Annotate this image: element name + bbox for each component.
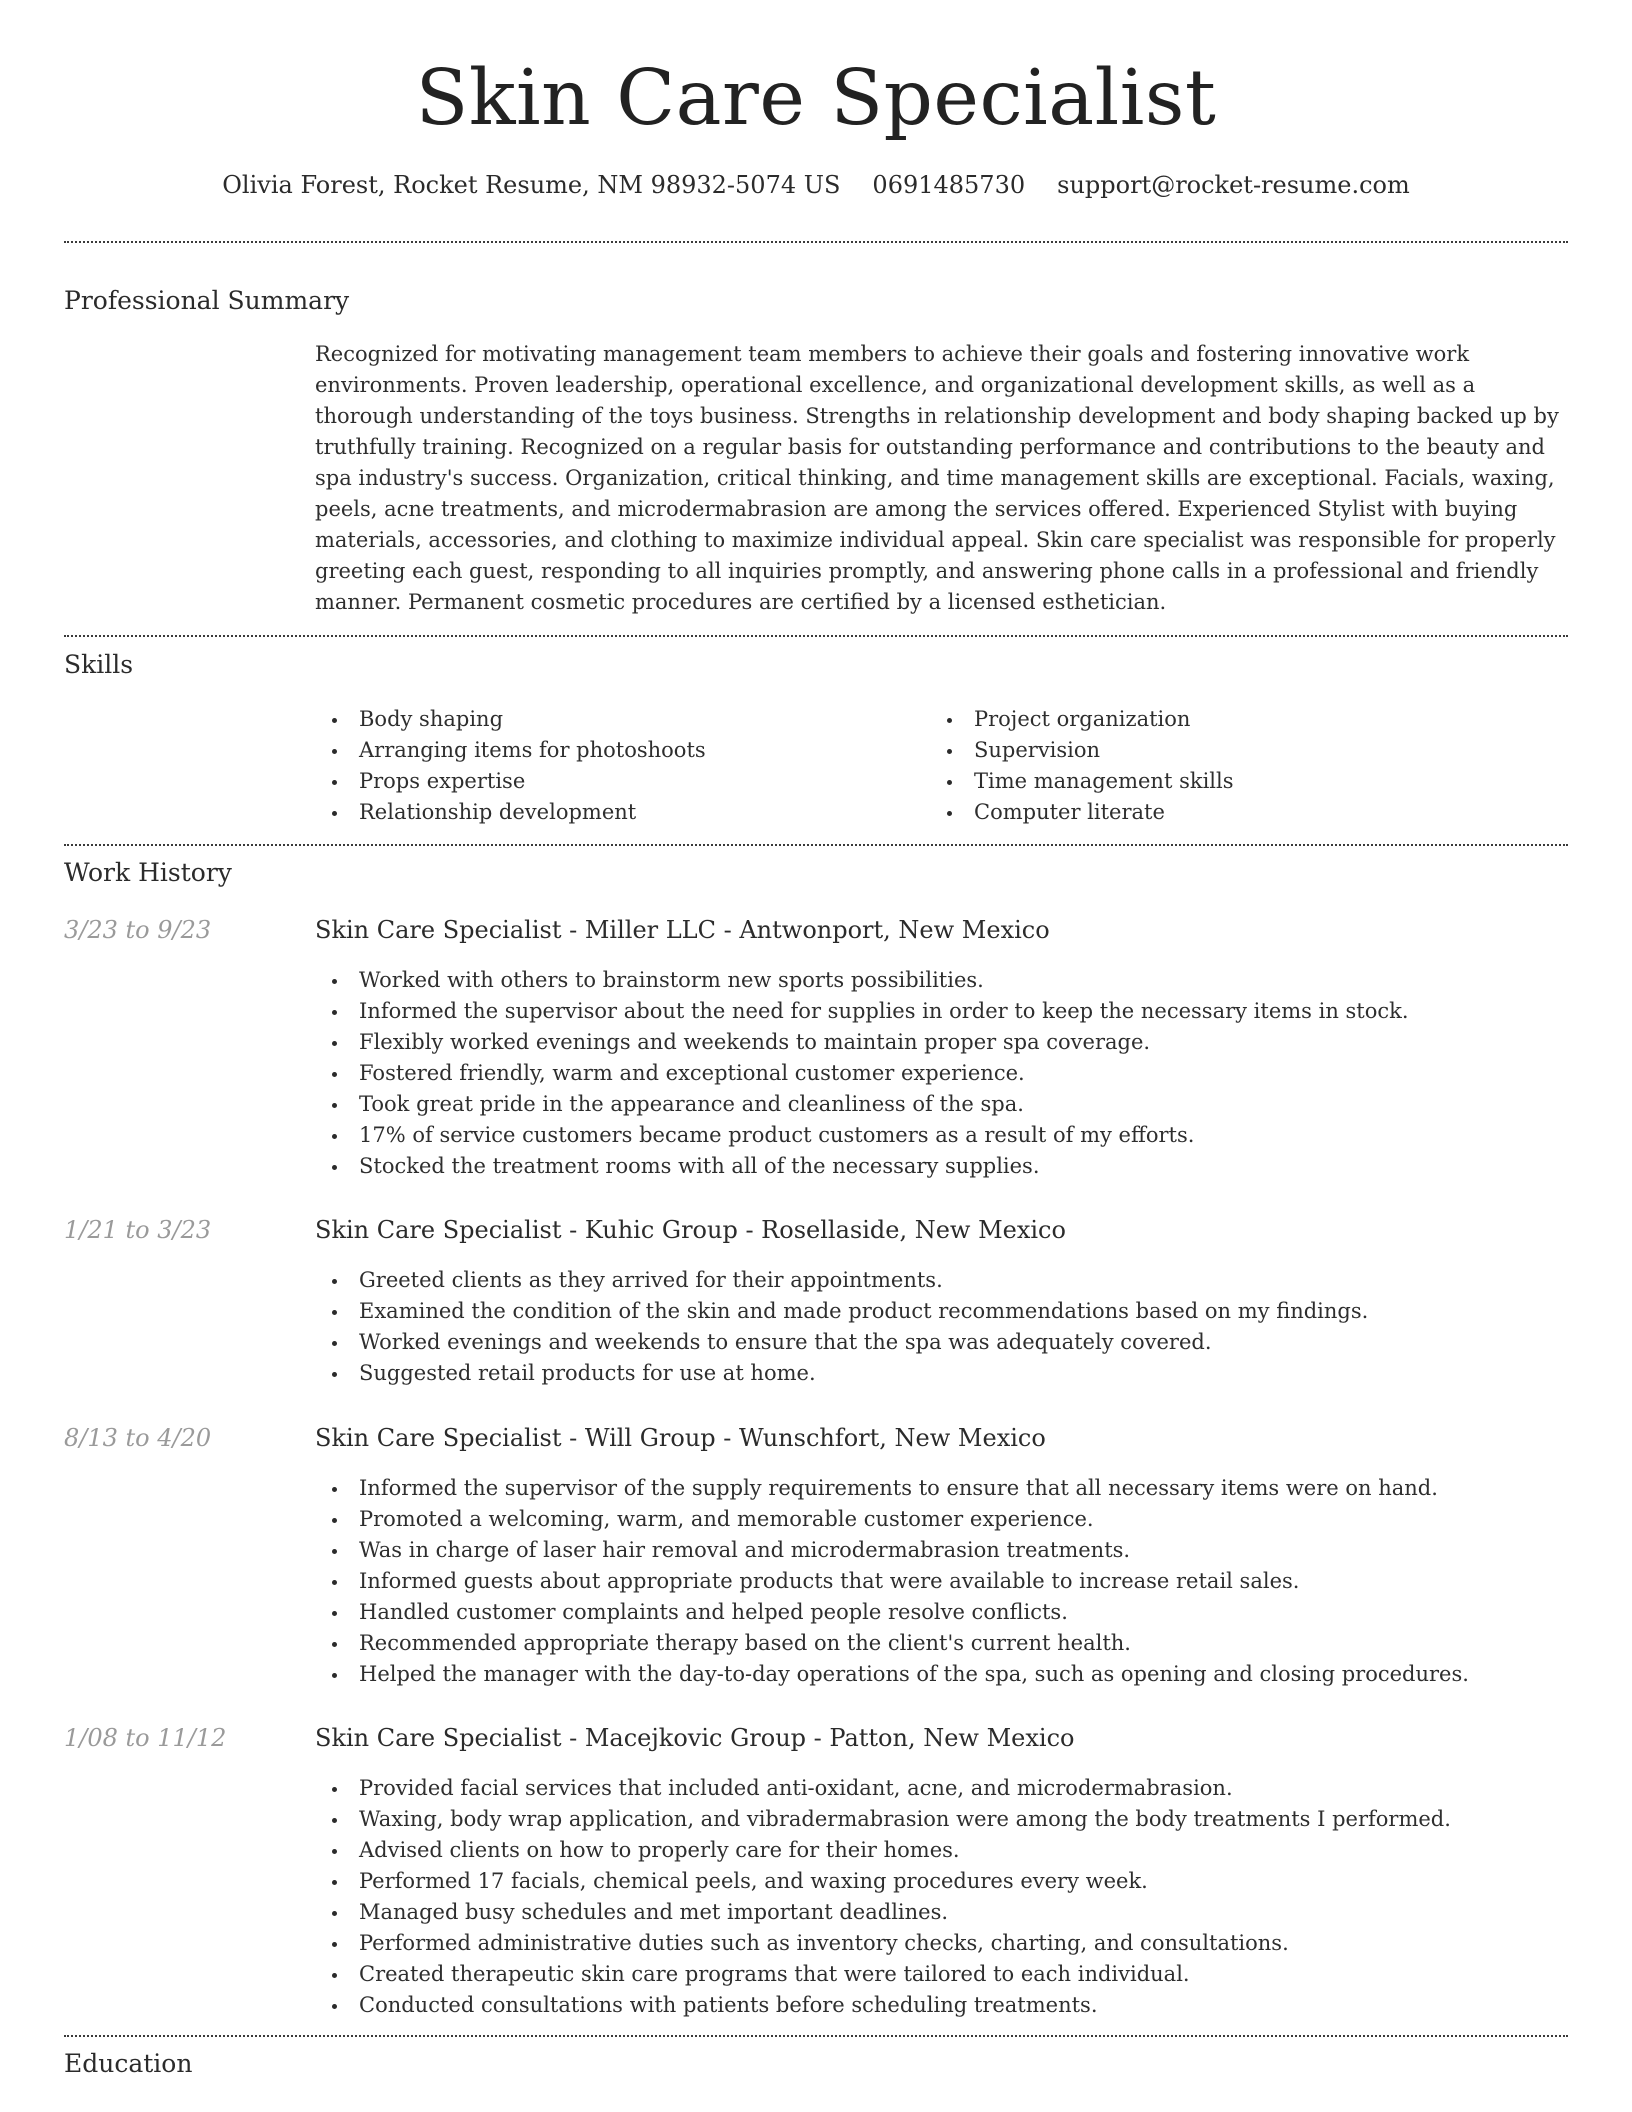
job-bullet: Created therapeutic skin care programs that were tailored to each individual. bbox=[315, 1959, 1451, 1990]
job-bullet: Was in charge of laser hair removal and microdermabrasion treatments. bbox=[315, 1535, 1469, 1566]
section-divider bbox=[64, 2035, 1568, 2037]
job-bullet: Performed 17 facials, chemical peels, and waxing procedures every week. bbox=[315, 1866, 1451, 1897]
section-divider bbox=[64, 635, 1568, 637]
job-bullets bbox=[315, 1773, 1451, 2021]
education-heading: Education bbox=[64, 2049, 193, 2078]
job-bullet: Advised clients on how to properly care for their homes. bbox=[315, 1835, 1451, 1866]
job-bullet: Managed busy schedules and met important deadlines. bbox=[315, 1897, 1451, 1928]
job-title: Skin Care Specialist - Kuhic Group - Rosellaside, New Mexico bbox=[315, 1216, 1066, 1244]
skill-item: Arranging items for photoshoots bbox=[315, 735, 706, 766]
skill-item: Supervision bbox=[930, 735, 1234, 766]
resume-title: Skin Care Specialist bbox=[415, 54, 1217, 143]
section-divider bbox=[64, 844, 1568, 846]
job-bullet: Worked evenings and weekends to ensure that the spa was adequately covered. bbox=[315, 1327, 1368, 1358]
summary-heading: Professional Summary bbox=[64, 286, 350, 315]
job-bullet: Promoted a welcoming, warm, and memorable customer experience. bbox=[315, 1504, 1469, 1535]
job-bullet: 17% of service customers became product customers as a result of my efforts. bbox=[315, 1120, 1409, 1151]
job-bullet: Took great pride in the appearance and cleanliness of the spa. bbox=[315, 1089, 1409, 1120]
job-dates: 3/23 to 9/23 bbox=[64, 916, 212, 944]
job-bullets bbox=[315, 1265, 1368, 1389]
contact-line bbox=[64, 168, 1568, 202]
job-title: Skin Care Specialist - Will Group - Wunschfort, New Mexico bbox=[315, 1424, 1046, 1452]
job-dates: 1/21 to 3/23 bbox=[64, 1216, 212, 1244]
job-bullet: Greeted clients as they arrived for their appointments. bbox=[315, 1265, 1368, 1296]
job-bullets bbox=[315, 965, 1409, 1182]
job-bullet: Performed administrative duties such as inventory checks, charting, and consultations. bbox=[315, 1928, 1451, 1959]
job-title: Skin Care Specialist - Miller LLC - Antwonport, New Mexico bbox=[315, 916, 1050, 944]
skills-list-left bbox=[315, 704, 706, 828]
job-bullet: Worked with others to brainstorm new sports possibilities. bbox=[315, 965, 1409, 996]
skill-item: Time management skills bbox=[930, 766, 1234, 797]
job-bullet: Helped the manager with the day-to-day operations of the spa, such as opening and closing procedures. bbox=[315, 1659, 1469, 1690]
skill-item: Props expertise bbox=[315, 766, 706, 797]
skills-list-right bbox=[930, 704, 1234, 828]
skill-item: Relationship development bbox=[315, 797, 706, 828]
work-history-heading: Work History bbox=[64, 858, 232, 887]
job-bullet: Recommended appropriate therapy based on the client's current health. bbox=[315, 1628, 1469, 1659]
skill-item: Body shaping bbox=[315, 704, 706, 735]
resume-page bbox=[64, 0, 1568, 2112]
job-dates: 8/13 to 4/20 bbox=[64, 1424, 212, 1452]
job-bullet: Waxing, body wrap application, and vibradermabrasion were among the body treatments I performed. bbox=[315, 1804, 1451, 1835]
job-bullet: Stocked the treatment rooms with all of the necessary supplies. bbox=[315, 1151, 1409, 1182]
job-bullets bbox=[315, 1473, 1469, 1690]
job-bullet: Provided facial services that included anti-oxidant, acne, and microdermabrasion. bbox=[315, 1773, 1451, 1804]
summary-text: Recognized for motivating management team members to achieve their goals and fostering innovative work environments. Proven leadership, operational excellence, and organizational development skills, as well as a thorough understanding of the toys business. Strengths in relationship development and body shaping backed up by truthfully training. Recognized on a regular basis for outstanding performance and contributions to the beauty and spa industry's success. Organization, critical thinking, and time management skills are exceptional. Facials, waxing, peels, acne treatments, and microdermabrasion are among the services offered. Experienced Stylist with buying materials, accessories, and clothing to maximize individual appeal. Skin care specialist was responsible for properly greeting each guest, responding to all inquiries promptly, and answering phone calls in a professional and friendly manner. Permanent cosmetic procedures are certified by a licensed esthetician. bbox=[315, 342, 1559, 614]
job-bullet: Examined the condition of the skin and made product recommendations based on my findings. bbox=[315, 1296, 1368, 1327]
job-bullet: Fostered friendly, warm and exceptional customer experience. bbox=[315, 1058, 1409, 1089]
job-bullet: Informed guests about appropriate products that were available to increase retail sales. bbox=[315, 1566, 1469, 1597]
skill-item: Project organization bbox=[930, 704, 1234, 735]
job-bullet: Handled customer complaints and helped people resolve conflicts. bbox=[315, 1597, 1469, 1628]
job-bullet: Flexibly worked evenings and weekends to maintain proper spa coverage. bbox=[315, 1027, 1409, 1058]
skills-heading: Skills bbox=[64, 650, 134, 679]
job-dates: 1/08 to 11/12 bbox=[64, 1724, 227, 1752]
job-bullet: Conducted consultations with patients before scheduling treatments. bbox=[315, 1990, 1451, 2021]
job-bullet: Informed the supervisor about the need for supplies in order to keep the necessary items in stock. bbox=[315, 996, 1409, 1027]
job-bullet: Suggested retail products for use at home. bbox=[315, 1358, 1368, 1389]
section-divider bbox=[64, 241, 1568, 243]
contact-address: Olivia Forest, Rocket Resume, NM 98932-5074 US bbox=[222, 171, 841, 199]
job-title: Skin Care Specialist - Macejkovic Group - Patton, New Mexico bbox=[315, 1724, 1075, 1752]
contact-phone: 0691485730 bbox=[872, 171, 1026, 199]
skill-item: Computer literate bbox=[930, 797, 1234, 828]
job-bullet: Informed the supervisor of the supply requirements to ensure that all necessary items were on hand. bbox=[315, 1473, 1469, 1504]
contact-email: support@rocket-resume.com bbox=[1057, 171, 1410, 199]
